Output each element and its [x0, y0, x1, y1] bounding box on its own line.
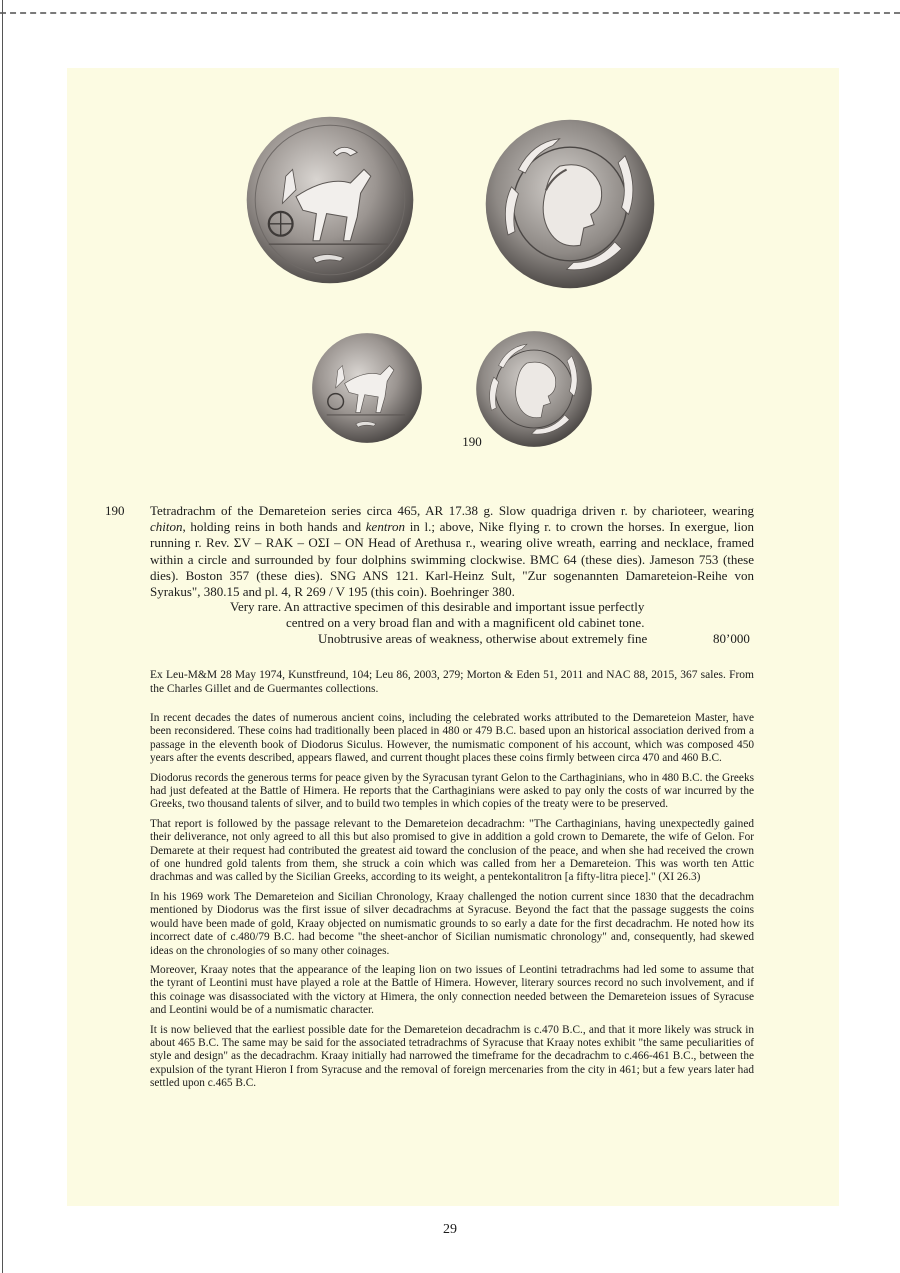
lot-desc-chiton: chiton — [150, 519, 183, 535]
top-dashed-border — [0, 12, 900, 14]
essay-paragraph: It is now believed that the earliest possible date for the Demareteion decadrachm is c.470 B.C., and that it more likely was struck in about 465 B.C. The same may be said for the associated tetradrachms of Syracuse that Kraay notes exhibit "the same peculiarities of style and design" as the decadrachm. Kraay initially had narrowed the timeframe for the decadrachm to c.466-461 B.C., between the expulsion of the tyrant Hieron I from Syracuse and the removal of foreign mercenaries from the city in 461; but a few years later had settled upon c.465 B.C. — [150, 1023, 754, 1090]
essay-paragraph: Moreover, Kraay notes that the appearance of the leaping lion on two issues of Leontini tetradrachms had led some to assume that the tyrant of Leontini must have played a role at the Battle of Himera. However, literary sources record no such involvement, and if this coinage was disassociated with the victory at Himera, the only connection needed between the Demareteion issues of Syracuse and Leontini would be of a numismatic character. — [150, 963, 754, 1017]
lot-desc-part-1: Tetradrachm of the Demareteion series circa 465, AR 17.38 g. Slow quadriga driven r. by charioteer, wearing — [150, 503, 754, 518]
coin-reverse-small-image — [475, 330, 593, 448]
lot-provenance: Ex Leu-M&M 28 May 1974, Kunstfreund, 104; Leu 86, 2003, 279; Morton & Eden 51, 2011 and NAC 88, 2015, 367 sales. From the Charles Gillet and de Guermantes collections. — [150, 669, 754, 695]
lot-desc-part-2: , holding reins in both hands and — [182, 519, 366, 535]
catalogue-panel — [67, 68, 839, 1206]
essay-paragraph: Diodorus records the generous terms for peace given by the Syracusan tyrant Gelon to the Carthaginians, who in 480 B.C. the Greeks had just defeated at the Battle of Himera. He reports that the Carthaginians were asked to pay only the costs of war incurred by the Greeks, two thousand talents of silver, and to build two temples in which copies of the treaty were to be preserved. — [150, 771, 754, 811]
essay-paragraph: In recent decades the dates of numerous ancient coins, including the celebrated works attributed to the Demareteion Master, have been reconsidered. These coins had traditionally been placed in 480 or 479 B.C. based upon an historical association derived from a passage in the eleventh book of Diodorus Siculus. However, the numismatic component of his account, which was composed 450 years after the events described, appears flawed, and current thought places these coins firmly between circa 470 and 460 B.C. — [150, 712, 754, 765]
coin-reverse-large-image — [484, 118, 656, 290]
plate-lot-number: 190 — [462, 434, 482, 449]
rarity-line-2: centred on a very broad flan and with a magnificent old cabinet tone. — [286, 615, 645, 630]
rarity-line-3: Unobtrusive areas of weakness, otherwise about extremely fine — [318, 631, 648, 646]
lot-description — [150, 503, 754, 600]
lot-estimate: 80’000 — [713, 631, 750, 646]
lot-desc-part-3: in l.; above, Nike flying r. to crown the horses. In exergue, lion running r. Rev. ΣV – RAK – OΣI – ON Head of Arethusa r., wearing olive wreath, earring and necklace, framed within a circle and surrounded by four dolphins swimming clockwise. BMC 64 (these dies). Jameson 753 (these dies). Boston 357 (these dies). SNG ANS 121. Karl-Heinz Sult, "Zur sogenannten Damareteion-Reihe von Syrakus", 380.15 and pl. 4, R 269 / V 195 (this coin). Boehringer 380. — [150, 519, 754, 600]
left-margin-rule — [2, 0, 3, 1273]
coin-obverse-large-image — [245, 115, 415, 285]
essay-paragraph: In his 1969 work The Demareteion and Sicilian Chronology, Kraay challenged the notion current since 1830 that the decadrachm mentioned by Diodorus was the first issue of silver decadrachms at Syracuse. Beyond the fact that the passage suggests the coins would have been made of gold, Kraay objected on numismatic grounds to so early a date for the first decadrachm. He noted how its incorrect date of c.480/79 B.C. had become "the sheet-anchor of Sicilian numismatic chronology" and, consequently, had skewed ideas on the chronologies of so many other coinages. — [150, 890, 754, 957]
essay — [150, 712, 754, 1097]
coin-obverse-small-image — [311, 332, 423, 444]
rarity-line-1: Very rare. An attractive specimen of this desirable and important issue perfectly — [230, 599, 645, 614]
essay-paragraph: That report is followed by the passage relevant to the Demareteion decadrachm: "The Carthaginians, having unexpectedly gained their deliverance, not only agreed to all this but also promised to give in addition a gold crown to Demarete, the wife of Gelon. For Demarete at their request had contributed the greatest aid toward the conclusion of the peace, and when she had received the crown of one hundred gold talents from them, she struck a coin which was called from her a Demareteion. This was worth ten Attic drachmas and was called by the Sicilian Greeks, according to its weight, a pentekontalitron [a fifty-litra piece]." (XI 26.3) — [150, 817, 754, 884]
lot-desc-kentron: kentron — [365, 519, 406, 535]
page-number: 29 — [443, 1222, 457, 1237]
lot-number: 190 — [105, 503, 125, 518]
